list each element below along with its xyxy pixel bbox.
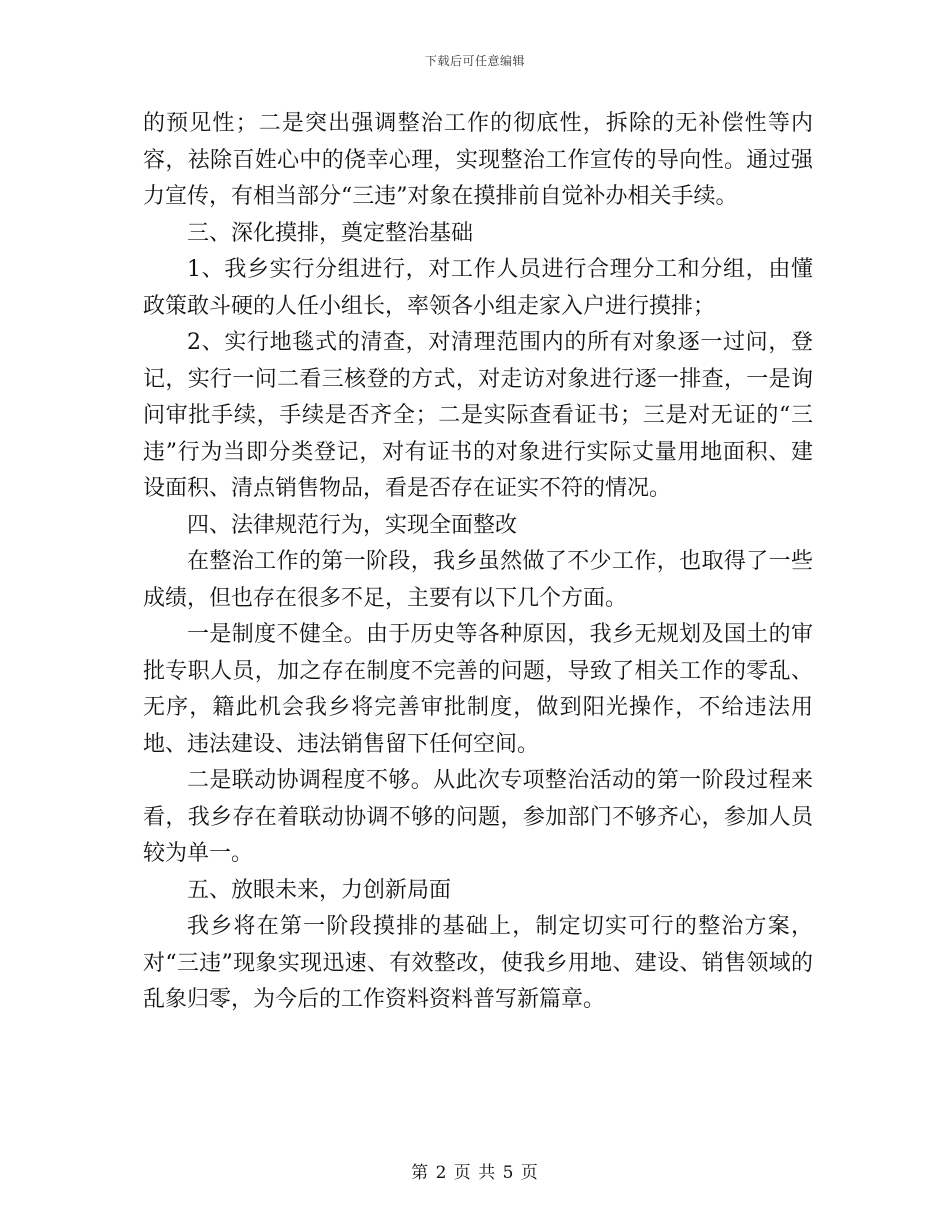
paragraph-plan: 我乡将在第一阶段摸排的基础上，制定切实可行的整治方案，对“三违”现象实现迅速、有效整改，使我乡用地、建设、销售领域的乱象归零，为今后的工作资料资料普写新篇章。 [143,914,813,1012]
section-heading-4: 四、法律规范行为，实现全面整改 [187,512,518,538]
section-heading-3: 三、深化摸排，奠定整治基础 [187,220,474,246]
paragraph-summary: 在整治工作的第一阶段，我乡虽然做了不少工作，也取得了一些成绩，但也存在很多不足，主要有以下几个方面。 [143,549,813,611]
page-header: 下载后可任意编辑 [424,54,525,68]
paragraph-item-2: 2、实行地毯式的清查，对清理范围内的所有对象逐一过问，登记，实行一问二看三核登的方式，对走访对象进行逐一排查，一是询问审批手续，手续是否齐全；二是实际查看证书；三是对无证的“三违”行为当即分类登记，对有证书的对象进行实际丈量用地面积、建设面积、清点销售物品，看是否存在证实不符的情况。 [143,330,813,501]
section-heading-5: 五、放眼未来，力创新局面 [187,877,452,903]
paragraph-item-1: 1、我乡实行分组进行，对工作人员进行合理分工和分组，由懂政策敢斗硬的人任小组长，率领各小组走家入户进行摸排； [143,257,813,319]
paragraph-issue-1: 一是制度不健全。由于历史等各种原因，我乡无规划及国土的审批专职人员，加之存在制度不完善的问题，导致了相关工作的零乱、无序，籍此机会我乡将完善审批制度，做到阳光操作，不给违法用地、违法建设、违法销售留下任何空间。 [143,622,813,757]
page-number: 第 2 页 共 5 页 [411,1163,539,1183]
paragraph-continuation: 的预见性；二是突出强调整治工作的彻底性，拆除的无补偿性等内容，祛除百姓心中的侥幸心理，实现整治工作宣传的导向性。通过强力宣传，有相当部分“三违”对象在摸排前自觉补办相关手续。 [143,111,813,209]
paragraph-issue-2: 二是联动协调程度不够。从此次专项整治活动的第一阶段过程来看，我乡存在着联动协调不够的问题，参加部门不够齐心，参加人员较为单一。 [143,768,813,866]
document-body [143,106,813,1019]
